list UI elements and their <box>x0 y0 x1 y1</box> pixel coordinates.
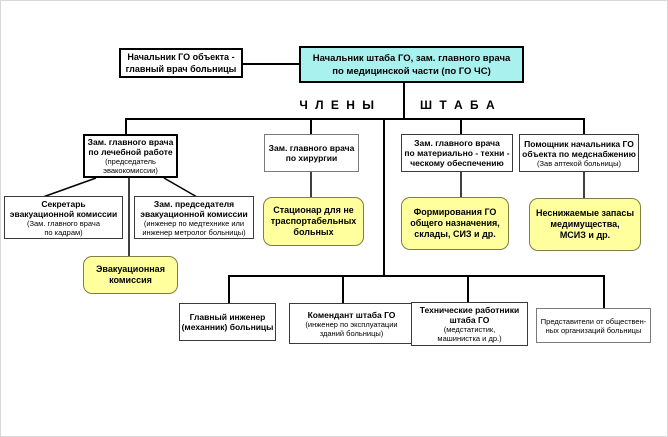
box-text-line: по хирургии <box>285 153 338 163</box>
box-reserves <box>529 198 641 251</box>
box-text-line: Эвакуационная <box>96 264 165 274</box>
box-deputy-medical <box>83 134 178 178</box>
box-text-line: Технические работники <box>419 305 520 315</box>
box-text-line: Комендант штаба ГО <box>307 309 396 320</box>
box-text-line: главный врач больницы <box>125 64 237 74</box>
box-text-line: Формирования ГО <box>413 207 497 217</box>
box-secretary <box>4 196 123 239</box>
box-text-line: эвакуационной комиссии <box>140 208 248 219</box>
box-text-line: больных <box>293 227 334 237</box>
box-text-line: эвакуационной комиссии <box>9 208 118 219</box>
box-subtext-line: (медстатистик, <box>443 325 496 334</box>
box-vice-chair <box>134 196 254 239</box>
box-text-line: по медицинской части (по ГО ЧС) <box>332 65 491 77</box>
box-public-reps <box>536 308 651 343</box>
box-text-line: траспортабельных <box>270 216 357 226</box>
box-subtext-line: (председатель <box>105 157 156 166</box>
box-text-line: Начальник ГО объекта - <box>127 52 235 62</box>
box-tech-workers <box>411 302 528 346</box>
box-text-line: ческому обеспечению <box>410 158 504 168</box>
box-text-line: по лечебной работе <box>88 147 173 157</box>
box-text-line: Зам. главного врача <box>87 137 174 147</box>
box-subtext-line: (Зав аптекой больницы) <box>537 158 621 168</box>
box-text-line: по материально - техни - <box>404 148 510 158</box>
box-text-line: штаба ГО <box>449 315 490 325</box>
box-text-line: Начальник штаба ГО, зам. главного врача <box>312 52 511 64</box>
box-subtext-line: машинистка и др.) <box>437 334 502 343</box>
box-staff-chief <box>299 46 524 83</box>
box-text-line: склады, СИЗ и др. <box>414 229 496 239</box>
box-text-line: Зам. главного врача <box>414 138 500 148</box>
box-text-line: МСИЗ и др. <box>559 230 611 240</box>
box-deputy-surgery <box>264 134 359 172</box>
box-subtext-line: (инженер по медтехнике или <box>143 218 245 228</box>
box-text-line: Неснижаемые запасы <box>535 208 635 218</box>
box-commandant <box>289 303 414 344</box>
box-deputy-logistics <box>401 134 513 172</box>
box-text-line: Зам. председателя <box>153 198 235 209</box>
box-text-line: Стационар для не <box>273 205 354 215</box>
label-shtaba: Ш Т А Б А <box>420 98 497 112</box>
box-chief-go <box>119 48 243 78</box>
box-go-formations <box>401 197 509 250</box>
box-assistant-supply <box>519 134 639 172</box>
box-subtext-line: (Зам. главного врача <box>26 218 100 228</box>
box-text-line: Зам. главного врача <box>268 143 355 153</box>
box-subtext-line: эвакокомиссии) <box>103 166 158 175</box>
box-text-line: (механник) больницы <box>181 322 274 332</box>
box-subtext-line: зданий больницы) <box>319 328 384 338</box>
box-subtext-line: инженер метролог больницы) <box>142 227 246 237</box>
box-evac-commission <box>83 256 178 294</box>
box-text-line: объекта по медснабжению <box>522 148 636 159</box>
box-subtext-line: по кадрам) <box>44 227 83 237</box>
box-text-line: комиссия <box>109 275 152 285</box>
label-members: Ч Л Е Н Ы <box>299 98 376 112</box>
box-chief-engineer <box>179 303 276 341</box>
box-subtext-line: (инженер по эксплуатации <box>305 319 398 329</box>
box-text-line: Главный инженер <box>189 312 266 322</box>
box-text-line: Помощник начальника ГО <box>524 138 634 149</box>
box-subtext-line: ных организаций больницы <box>545 325 642 335</box>
box-subtext-line: Представители от обществен- <box>540 316 647 326</box>
box-text-line: Секретарь <box>41 198 86 209</box>
box-text-line: общего назначения, <box>410 218 500 228</box>
box-text-line: медимущества, <box>550 219 620 229</box>
box-hospital-ward <box>263 197 364 246</box>
